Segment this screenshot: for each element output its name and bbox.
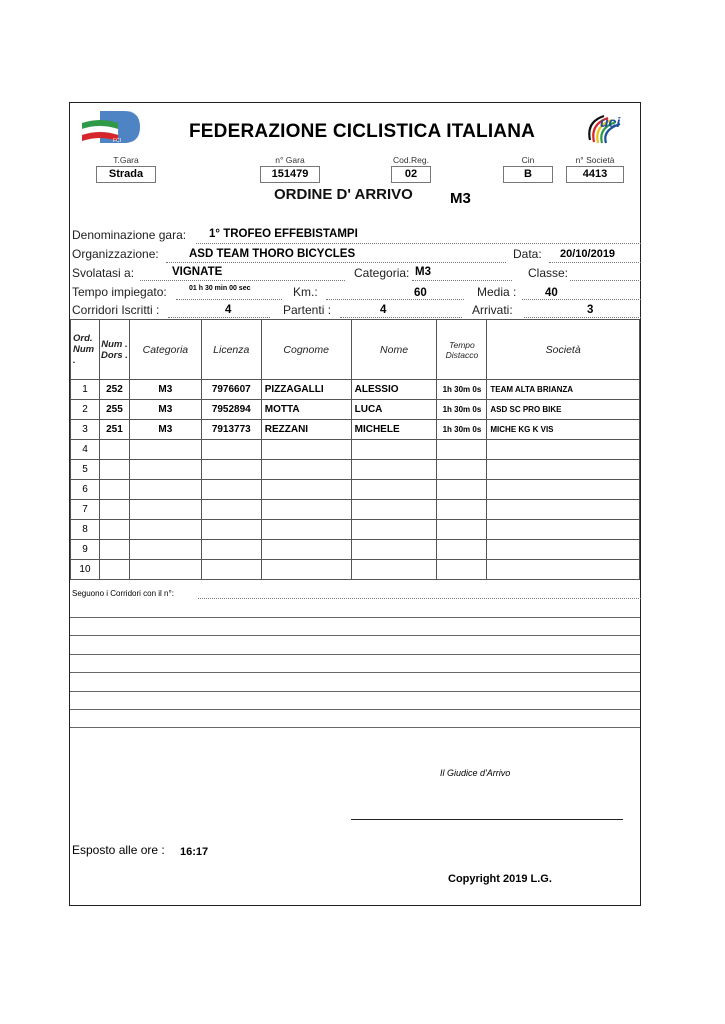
t-gara-box: Strada: [96, 166, 156, 183]
doc-title: ORDINE D' ARRIVO: [274, 186, 413, 203]
row-categoria: M3: [129, 400, 201, 420]
row-ord: 5: [71, 460, 100, 480]
table-header-row: [71, 320, 640, 380]
table-row: [71, 560, 640, 580]
giudice-label: Il Giudice d'Arrivo: [440, 768, 511, 778]
partenti-line: [340, 317, 462, 318]
row-societa: [487, 440, 640, 460]
blank-line-6: [70, 709, 640, 710]
blank-line-7: [70, 727, 640, 728]
row-cognome: REZZANI: [261, 420, 351, 440]
row-societa: [487, 540, 640, 560]
row-tempo: [437, 480, 487, 500]
row-dors: 251: [99, 420, 129, 440]
denominazione-label: Denominazione gara:: [72, 228, 187, 242]
row-tempo: 1h 30m 0s: [437, 380, 487, 400]
row-tempo: [437, 440, 487, 460]
row-categoria: M3: [129, 380, 201, 400]
classe-line: [570, 280, 641, 281]
cin-box: B: [503, 166, 553, 183]
svolto-value: VIGNATE: [172, 266, 223, 278]
row-societa: TEAM ALTA BRIANZA: [487, 380, 640, 400]
denominazione-value: 1° TROFEO EFFEBISTAMPI: [209, 228, 358, 240]
row-ord: 3: [71, 420, 100, 440]
esposto-label: Esposto alle ore :: [72, 843, 165, 857]
row-societa: MICHE KG K VIS: [487, 420, 640, 440]
row-nome: LUCA: [351, 400, 437, 420]
row-dors: [99, 440, 129, 460]
cin-label: Cin: [521, 155, 535, 165]
header-nome: Nome: [351, 320, 437, 380]
svolto-label: Svolatasi a:: [72, 266, 135, 280]
arrivati-line: [524, 317, 641, 318]
row-cognome: [261, 440, 351, 460]
row-licenza: 7913773: [201, 420, 261, 440]
blank-line-3: [70, 654, 640, 655]
row-dors: [99, 460, 129, 480]
denominazione-line: [196, 243, 641, 244]
row-cognome: MOTTA: [261, 400, 351, 420]
fci-logo-text: FCI: [113, 138, 122, 144]
km-line: [326, 299, 464, 300]
table-row: [71, 400, 640, 420]
row-licenza: [201, 560, 261, 580]
seguono-line: [198, 598, 641, 599]
row-societa: [487, 500, 640, 520]
row-licenza: [201, 520, 261, 540]
svolto-line: [140, 280, 345, 281]
table-row: [71, 460, 640, 480]
row-tempo: [437, 500, 487, 520]
row-nome: [351, 480, 437, 500]
t-gara-label: T.Gara: [113, 155, 139, 165]
table-row: [71, 520, 640, 540]
header-ord: Ord. Num .: [71, 320, 100, 380]
row-categoria: [129, 540, 201, 560]
row-ord: 8: [71, 520, 100, 540]
row-licenza: [201, 460, 261, 480]
cod-reg-box: 02: [391, 166, 431, 183]
arrivati-value: 3: [587, 304, 594, 316]
n-societa-label: n° Società: [575, 155, 615, 165]
row-dors: [99, 540, 129, 560]
table-row: [71, 380, 640, 400]
blank-line-2: [70, 635, 640, 636]
row-ord: 10: [71, 560, 100, 580]
row-ord: 4: [71, 440, 100, 460]
row-dors: [99, 560, 129, 580]
uci-logo-text: uci: [600, 114, 621, 130]
row-licenza: [201, 480, 261, 500]
row-categoria: [129, 500, 201, 520]
row-ord: 6: [71, 480, 100, 500]
row-nome: MICHELE: [351, 420, 437, 440]
row-ord: 1: [71, 380, 100, 400]
row-categoria: [129, 440, 201, 460]
row-nome: ALESSIO: [351, 380, 437, 400]
tempo-value: 01 h 30 min 00 sec: [189, 285, 251, 292]
header-categoria: Categoria: [129, 320, 201, 380]
media-label: Media :: [477, 285, 517, 299]
row-societa: [487, 560, 640, 580]
row-licenza: 7976607: [201, 380, 261, 400]
row-cognome: [261, 540, 351, 560]
n-gara-label: n° Gara: [275, 155, 305, 165]
organizzazione-line: [166, 262, 506, 263]
categoria-line: [412, 280, 512, 281]
tempo-line: [176, 299, 282, 300]
table-row: [71, 480, 640, 500]
federation-title: FEDERAZIONE CICLISTICA ITALIANA: [189, 121, 536, 142]
table-row: [71, 500, 640, 520]
header-societa: Società: [487, 320, 640, 380]
row-nome: [351, 520, 437, 540]
row-cognome: PIZZAGALLI: [261, 380, 351, 400]
row-cognome: [261, 520, 351, 540]
categoria-label: Categoria:: [354, 266, 410, 280]
n-gara-box: 151479: [260, 166, 320, 183]
row-cognome: [261, 500, 351, 520]
cod-reg-label: Cod.Reg.: [393, 155, 429, 165]
row-societa: [487, 480, 640, 500]
n-societa-box: 4413: [566, 166, 624, 183]
row-licenza: 7952894: [201, 400, 261, 420]
media-line: [522, 299, 641, 300]
row-tempo: [437, 560, 487, 580]
row-categoria: [129, 460, 201, 480]
iscritti-label: Corridori Iscritti :: [72, 303, 160, 317]
data-value: 20/10/2019: [560, 248, 616, 260]
blank-line-5: [70, 691, 640, 692]
row-licenza: [201, 540, 261, 560]
row-cognome: [261, 480, 351, 500]
row-ord: 7: [71, 500, 100, 520]
categoria-value: M3: [415, 266, 431, 278]
table-row: [71, 420, 640, 440]
row-categoria: [129, 560, 201, 580]
signature-line: [351, 819, 623, 820]
data-line: [549, 262, 641, 263]
row-dors: [99, 520, 129, 540]
row-nome: [351, 500, 437, 520]
km-label: Km.:: [293, 285, 318, 299]
row-ord: 2: [71, 400, 100, 420]
km-value: 60: [414, 287, 427, 299]
uci-logo: [582, 108, 630, 146]
fci-logo: [80, 109, 142, 145]
media-value: 40: [545, 287, 558, 299]
row-categoria: M3: [129, 420, 201, 440]
row-categoria: [129, 480, 201, 500]
blank-line-1: [70, 617, 640, 618]
esposto-value: 16:17: [180, 846, 209, 858]
iscritti-line: [168, 317, 270, 318]
header-tempo: Tempo Distacco: [437, 320, 487, 380]
partenti-label: Partenti :: [283, 303, 332, 317]
row-nome: [351, 540, 437, 560]
row-tempo: [437, 520, 487, 540]
row-licenza: [201, 500, 261, 520]
header-num: Num . Dors .: [99, 320, 129, 380]
table-row: [71, 540, 640, 560]
row-tempo: [437, 540, 487, 560]
row-dors: [99, 500, 129, 520]
organizzazione-value: ASD TEAM THORO BICYCLES: [189, 248, 356, 260]
row-societa: [487, 460, 640, 480]
row-cognome: [261, 460, 351, 480]
classe-label: Classe:: [528, 266, 569, 280]
row-dors: [99, 480, 129, 500]
iscritti-value: 4: [225, 304, 232, 316]
partenti-value: 4: [380, 304, 387, 316]
arrivati-label: Arrivati:: [472, 303, 513, 317]
row-nome: [351, 560, 437, 580]
data-label: Data:: [513, 247, 542, 261]
row-cognome: [261, 560, 351, 580]
blank-line-4: [70, 672, 640, 673]
row-dors: 255: [99, 400, 129, 420]
row-dors: 252: [99, 380, 129, 400]
row-categoria: [129, 520, 201, 540]
tempo-label: Tempo impiegato:: [72, 285, 167, 299]
row-societa: ASD SC PRO BIKE: [487, 400, 640, 420]
seguono-label: Seguono i Corridori con il n°:: [72, 589, 174, 598]
copyright: Copyright 2019 L.G.: [448, 873, 552, 885]
organizzazione-label: Organizzazione:: [72, 247, 159, 261]
row-societa: [487, 520, 640, 540]
row-nome: [351, 440, 437, 460]
results-table: [70, 319, 640, 580]
row-tempo: 1h 30m 0s: [437, 420, 487, 440]
header-licenza: Licenza: [201, 320, 261, 380]
row-nome: [351, 460, 437, 480]
row-ord: 9: [71, 540, 100, 560]
table-row: [71, 440, 640, 460]
row-tempo: 1h 30m 0s: [437, 400, 487, 420]
category-big: M3: [450, 190, 471, 207]
row-licenza: [201, 440, 261, 460]
row-tempo: [437, 460, 487, 480]
header-cognome: Cognome: [261, 320, 351, 380]
